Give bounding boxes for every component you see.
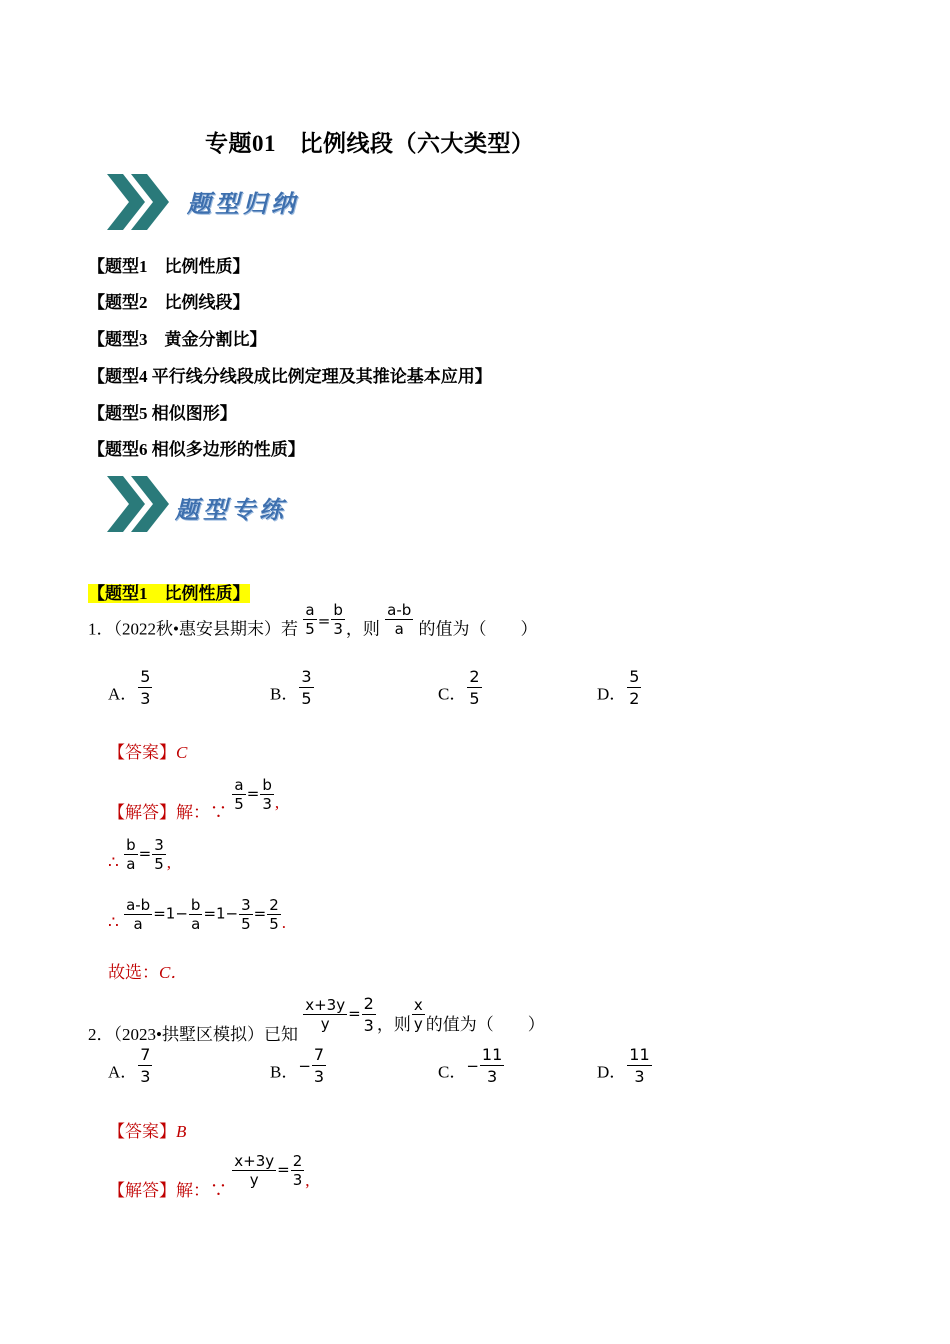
toc-item-1[interactable]: 【题型1 比例性质】 bbox=[88, 257, 250, 276]
solution-step-3: ∴ $\frac{a-b}{a}$ =1− $\frac{b}{a}$ =1− $\frac{3}{5}$ = $\frac{2}{5}$ . bbox=[108, 896, 287, 933]
toc-item-3[interactable]: 【题型3 黄金分割比】 bbox=[88, 330, 267, 349]
fraction: $\frac{a-b}{a}$ bbox=[387, 601, 412, 638]
question-1: 1．（2022秋•惠安县期末）若 $\frac{a}{5}$ = $\frac{b}{3}$ ，则 $\frac{a-b}{a}$ 的值为（ ） bbox=[88, 601, 538, 639]
option-a[interactable]: A． $\frac{5}{3}$ bbox=[108, 667, 151, 708]
toc-item-6[interactable]: 【题型6 相似多边形的性质】 bbox=[88, 440, 305, 459]
section-heading: 【题型1 比例性质】 bbox=[88, 584, 250, 603]
solution-step-1: 【解答】解：∵ $\frac{a}{5}$ = $\frac{b}{3}$ , bbox=[108, 776, 280, 823]
banner-title: 题型归纳 bbox=[187, 189, 299, 218]
conclusion-line: 故选：C． bbox=[108, 963, 188, 982]
section-banner-summary bbox=[105, 170, 325, 234]
option-a[interactable]: A． $\frac{7}{3}$ bbox=[108, 1045, 151, 1086]
question-2: 2．（2023•拱墅区模拟）已知 $\frac{x+3y}{y}$ = $\frac{2}{3}$ ，则 $\frac{x}{y}$ 的值为（ ） bbox=[88, 994, 545, 1045]
option-c[interactable]: C． $\frac{2}{5}$ bbox=[438, 667, 480, 708]
page-title: 专题01 比例线段（六大类型） bbox=[205, 131, 535, 156]
option-c[interactable]: C．− $\frac{11}{3}$ bbox=[438, 1045, 503, 1086]
option-d[interactable]: D． $\frac{11}{3}$ bbox=[597, 1045, 650, 1086]
fraction: $\frac{b}{3}$ bbox=[333, 601, 343, 638]
option-b[interactable]: B． $\frac{3}{5}$ bbox=[270, 667, 312, 708]
section-banner-practice bbox=[105, 472, 325, 536]
double-chevron-icon bbox=[105, 170, 175, 234]
solution-step-2: ∴ $\frac{b}{a}$ = $\frac{3}{5}$ , bbox=[108, 836, 171, 873]
toc-item-2[interactable]: 【题型2 比例线段】 bbox=[88, 293, 250, 312]
option-d[interactable]: D． $\frac{5}{2}$ bbox=[597, 667, 640, 708]
option-b[interactable]: B．− $\frac{7}{3}$ bbox=[270, 1045, 325, 1086]
answer-line: 【答案】C bbox=[108, 743, 188, 762]
solution-step-1: 【解答】解：∵ $\frac{x+3y}{y}$ = $\frac{2}{3}$ , bbox=[108, 1152, 310, 1201]
toc-item-4[interactable]: 【题型4 平行线分线段成比例定理及其推论基本应用】 bbox=[88, 367, 492, 386]
fraction: $\frac{a}{5}$ bbox=[305, 601, 315, 638]
toc-item-5[interactable]: 【题型5 相似图形】 bbox=[88, 404, 237, 423]
banner-title: 题型专练 bbox=[175, 495, 287, 524]
answer-line: 【答案】B bbox=[108, 1122, 187, 1141]
double-chevron-icon bbox=[105, 472, 175, 536]
